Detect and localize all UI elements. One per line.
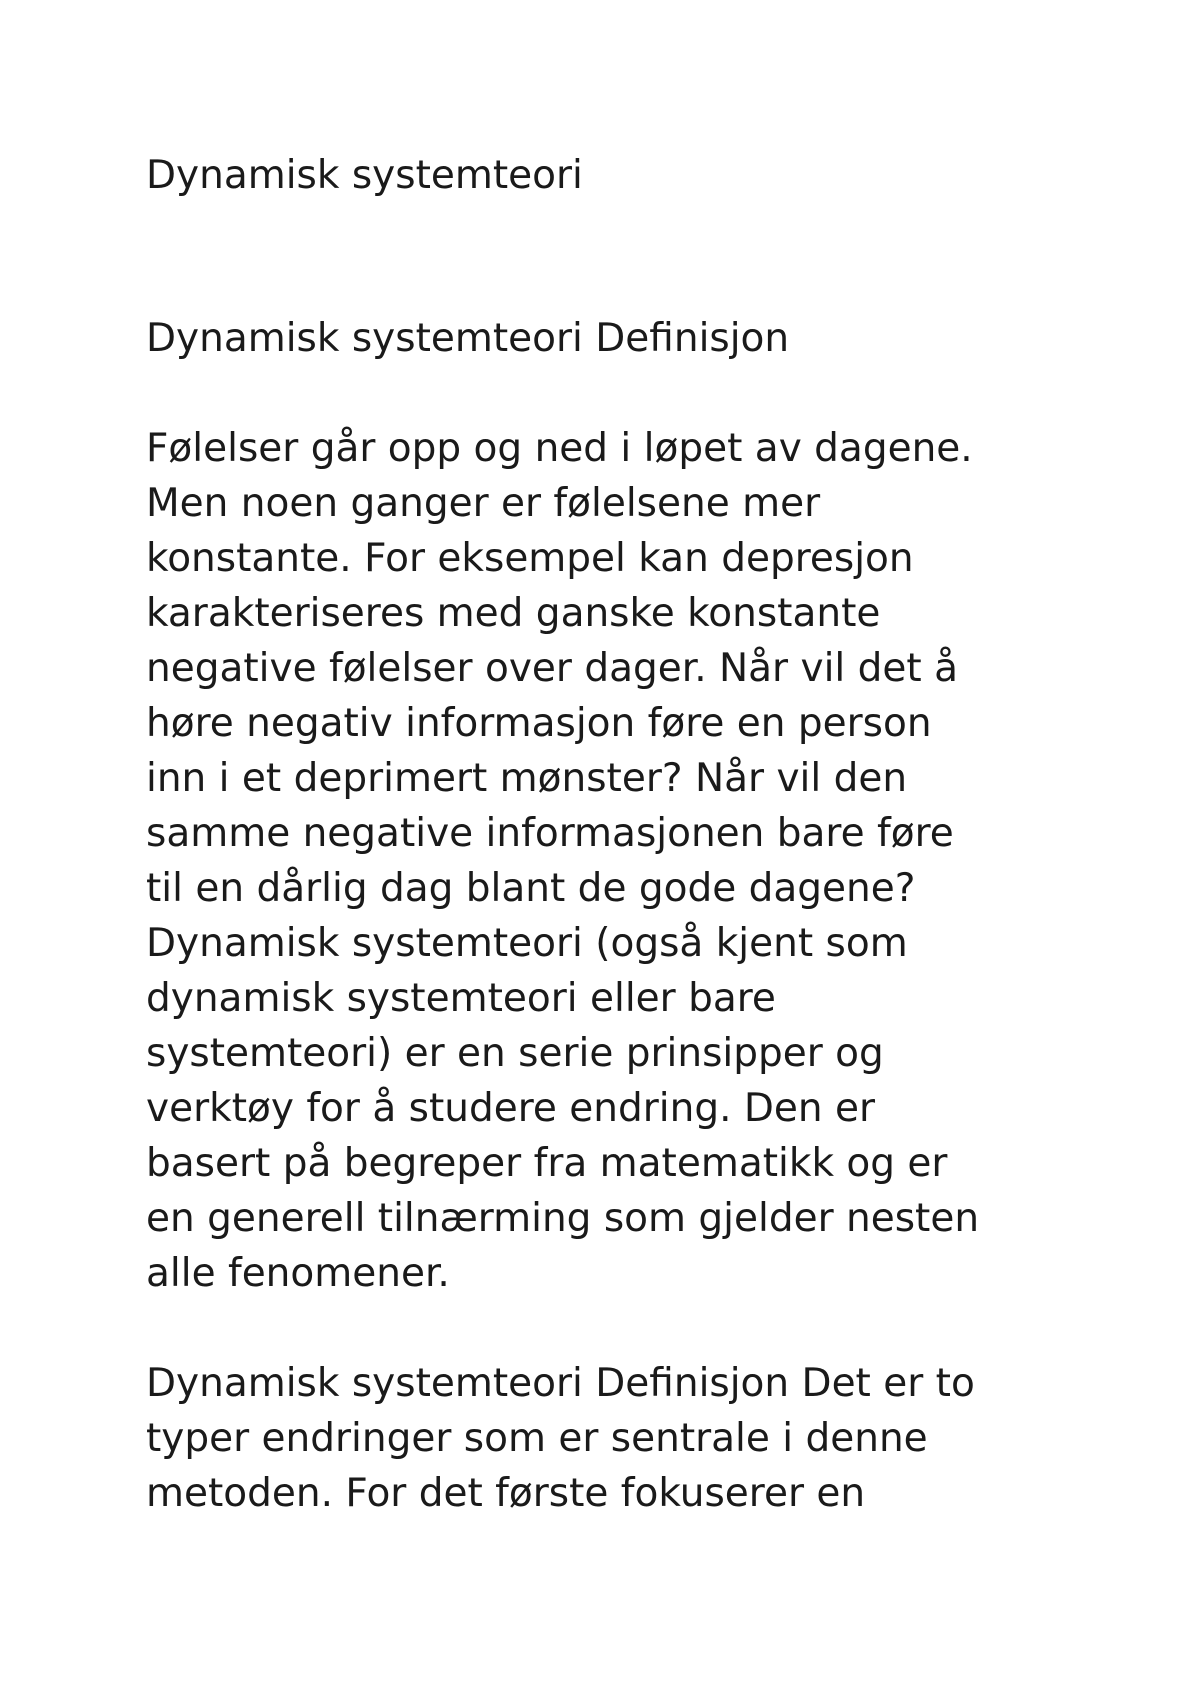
paragraph-line: typer endringer som er sentrale i denne [146,1416,928,1461]
section-heading: Dynamisk systemteori Definisjon [146,316,790,361]
paragraph-line: inn i et deprimert mønster? Når vil den [146,756,908,801]
paragraph-line: metoden. For det første fokuserer en [146,1471,866,1516]
paragraph-line: karakteriseres med ganske konstante [146,591,881,636]
paragraph-1 [146,421,1086,1301]
paragraph-line: Men noen ganger er følelsene mer [146,481,821,526]
paragraph-line: verktøy for å studere endring. Den er [146,1086,876,1131]
paragraph-line: Følelser går opp og ned i løpet av dagene. [146,426,973,471]
paragraph-line: negative følelser over dager. Når vil det å [146,646,958,691]
paragraph-line: høre negativ informasjon føre en person [146,701,932,746]
document-title: Dynamisk systemteori [146,153,583,198]
paragraph-line: alle fenomener. [146,1251,450,1296]
paragraph-line: konstante. For eksempel kan depresjon [146,536,914,581]
paragraph-2 [146,1356,1086,1521]
paragraph-line: Dynamisk systemteori Definisjon Det er to [146,1361,975,1406]
paragraph-line: Dynamisk systemteori (også kjent som [146,921,908,966]
paragraph-line: dynamisk systemteori eller bare [146,976,776,1021]
paragraph-line: systemteori) er en serie prinsipper og [146,1031,884,1076]
paragraph-line: en generell tilnærming som gjelder nesten [146,1196,980,1241]
paragraph-line: samme negative informasjonen bare føre [146,811,954,856]
paragraph-line: til en dårlig dag blant de gode dagene? [146,866,916,911]
document-page [146,148,1086,1521]
paragraph-line: basert på begreper fra matematikk og er [146,1141,948,1186]
